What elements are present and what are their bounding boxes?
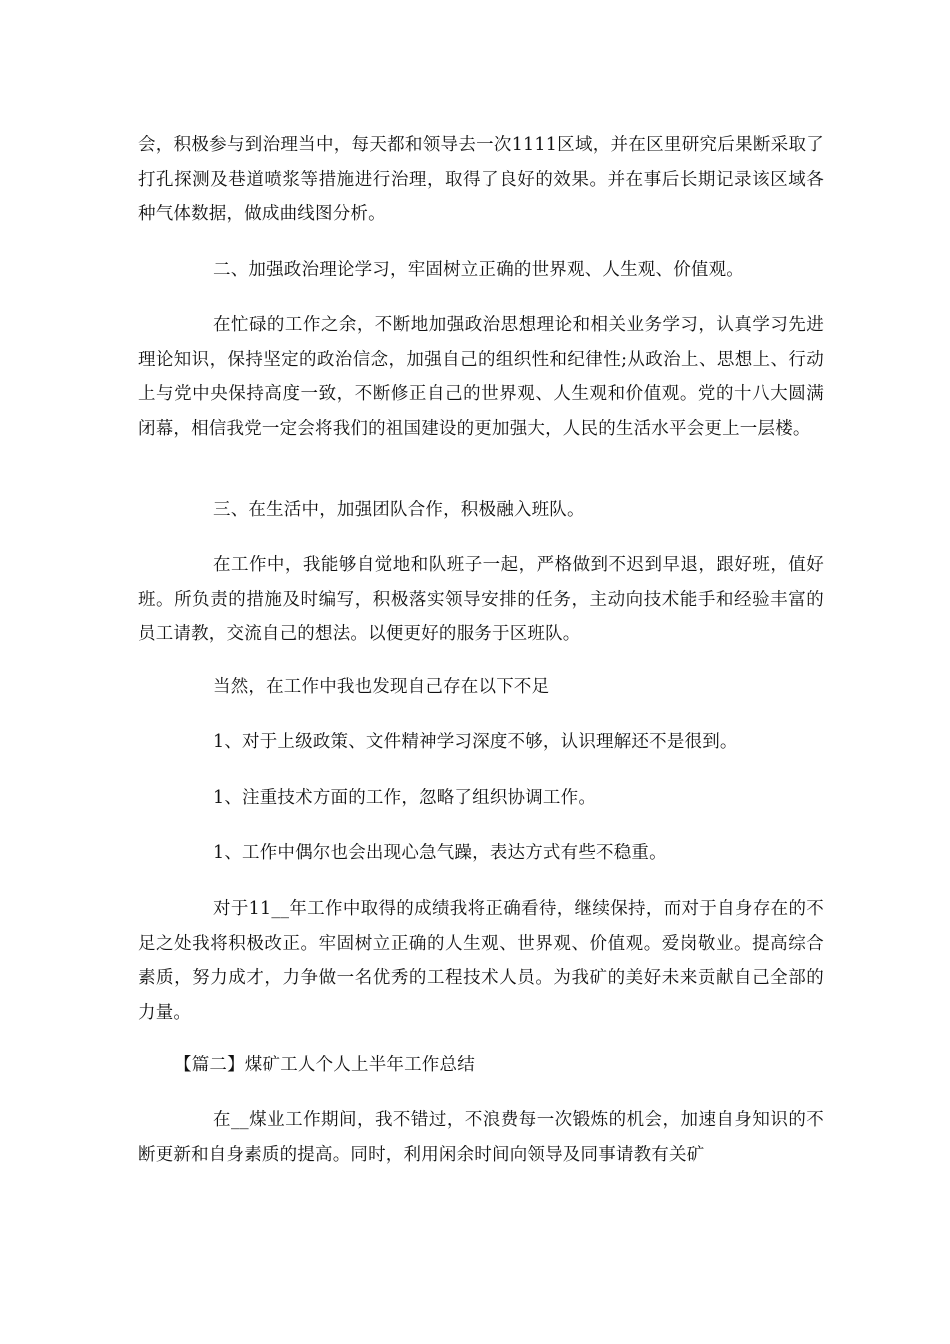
paragraph-political-study: 在忙碌的工作之余，不断地加强政治思想理论和相关业务学习，认真学习先进理论知识，保持坚定的政治信念，加强自己的组织性和纪律性;从政治上、思想上、行动上与党中央保持高度一致，不断修正自己的世界观、人生观和价值观。党的十八大圆满闭幕，相信我党一定会将我们的祖国建设的更加强大，人民的生活水平会更上一层楼。 (138, 315, 824, 439)
paragraph-gas-treatment: 会，积极参与到治理当中，每天都和领导去一次1111区域，并在区里研究后果断采取了打孔探测及巷道喷浆等措施进行治理，取得了良好的效果。并在事后长期记录该区域各种气体数据，做成曲线图分析。 (138, 135, 824, 224)
paragraph-shortcomings-intro: 当然，在工作中我也发现自己存在以下不足 (213, 677, 550, 697)
list-item-shortcoming-2: 1、注重技术方面的工作，忽略了组织协调工作。 (213, 788, 597, 808)
section-title-part-two: 【篇二】煤矿工人个人上半年工作总结 (174, 1055, 475, 1075)
paragraph-part-two-intro: 在__煤业工作期间，我不错过，不浪费每一次锻炼的机会，加速自身知识的不断更新和自身素质的提高。同时，利用闲余时间向领导及同事请教有关矿 (138, 1110, 824, 1165)
list-item-shortcoming-3: 1、工作中偶尔也会出现心急气躁，表达方式有些不稳重。 (213, 843, 667, 863)
paragraph-teamwork: 在工作中，我能够自觉地和队班子一起，严格做到不迟到早退，跟好班，值好班。所负责的措施及时编写，积极落实领导安排的任务，主动向技术能手和经验丰富的员工请教，交流自己的想法。以便更好的服务于区班队。 (138, 555, 824, 644)
section-heading-political-study: 二、加强政治理论学习，牢固树立正确的世界观、人生观、价值观。 (213, 260, 744, 280)
list-item-shortcoming-1: 1、对于上级政策、文件精神学习深度不够，认识理解还不是很到。 (213, 732, 738, 752)
section-heading-teamwork: 三、在生活中，加强团队合作，积极融入班队。 (213, 500, 585, 520)
paragraph-conclusion: 对于11__年工作中取得的成绩我将正确看待，继续保持，而对于自身存在的不足之处我将积极改正。牢固树立正确的人生观、世界观、价值观。爱岗敬业。提高综合素质，努力成才，力争做一名优秀的工程技术人员。为我矿的美好未来贡献自己全部的力量。 (138, 899, 824, 1023)
